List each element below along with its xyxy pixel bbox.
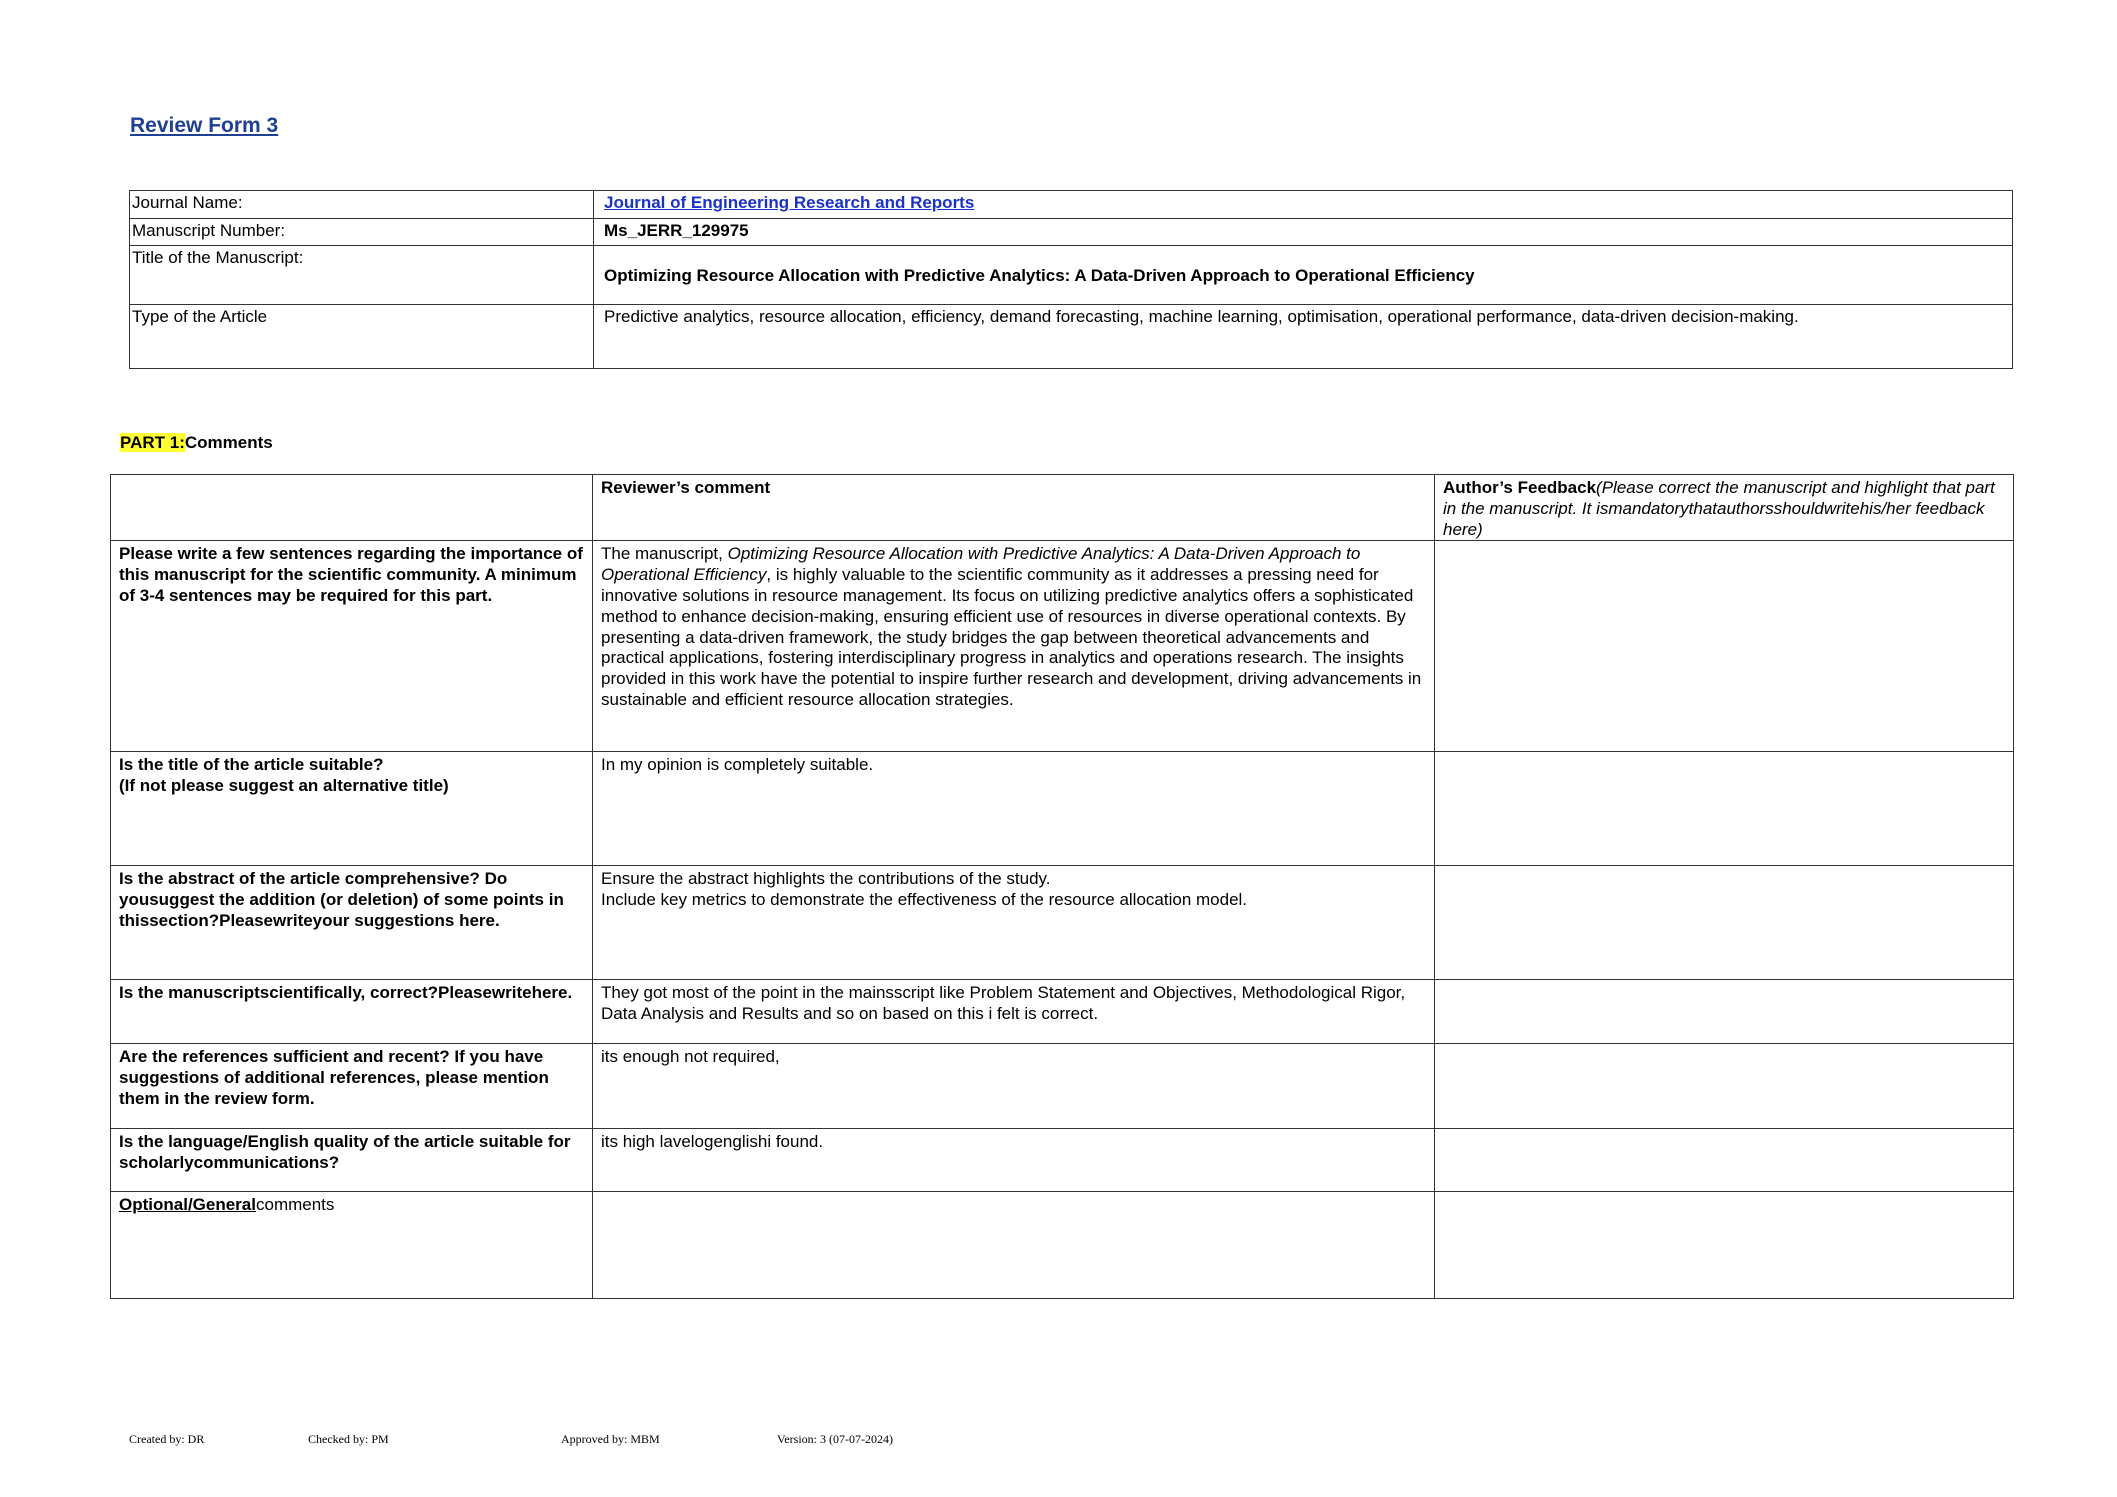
- footer-created: Created by: DR: [129, 1432, 205, 1446]
- feedback-importance[interactable]: [1435, 541, 2014, 752]
- question-language: Is the language/English quality of the article suitable for scholarlycommunications?: [111, 1129, 593, 1192]
- form-title: Review Form 3: [130, 114, 279, 137]
- comment-title-suitable[interactable]: In my opinion is completely suitable.: [593, 752, 1435, 866]
- article-type-value: Predictive analytics, resource allocation, efficiency, demand forecasting, machine learning, optimisation, operational performance, data-driven decision-making.: [594, 305, 2013, 369]
- table-row: [111, 541, 2014, 752]
- manuscript-info-table: [129, 190, 2013, 369]
- manuscript-title-label: Title of the Manuscript:: [130, 246, 594, 305]
- feedback-references[interactable]: [1435, 1044, 2014, 1129]
- question-abstract: Is the abstract of the article comprehensive? Do yousuggest the addition (or deletion) of some points in thissection?Pleasewriteyour suggestions here.: [111, 866, 593, 980]
- author-feedback-header-instructions: (Please correct the manuscript and highlight that part in the manuscript. It ismandatorythatauthorsshouldwritehis/her feedback here): [1443, 478, 1995, 539]
- comments-header-row: [111, 475, 2014, 541]
- comment-importance-rest: , is highly valuable to the scientific community as it addresses a pressing need for innovative solutions in resource management. Its focus on utilizing predictive analytics offers a sophisticated method to enhance decision-making, ensuring efficient use of resources in diverse operational contexts. By presenting a data-driven framework, the study bridges the gap between theoretical advancements and practical applications, fostering interdisciplinary progress in analytics and operations research. The insights provided in this work have the potential to inspire further research and development, driving advancements in sustainable and efficient resource allocation strategies.: [601, 565, 1422, 709]
- comment-abstract-line1: Ensure the abstract highlights the contributions of the study.: [601, 869, 1051, 889]
- author-feedback-header-title: Author’s Feedback: [1443, 478, 1597, 497]
- table-row: [111, 866, 2014, 980]
- comment-abstract-line2: Include key metrics to demonstrate the effectiveness of the resource allocation model.: [601, 890, 1248, 910]
- manuscript-number-value: Ms_JERR_129975: [594, 219, 2013, 246]
- article-type-label: Type of the Article: [130, 305, 594, 369]
- question-title-line2: (If not please suggest an alternative title): [119, 776, 449, 796]
- comment-importance-prefix: The manuscript,: [601, 544, 728, 564]
- question-optional-underlined: Optional/General: [119, 1195, 256, 1215]
- footer-version: Version: 3 (07-07-2024): [777, 1432, 893, 1446]
- question-title-line1: Is the title of the article suitable?: [119, 755, 384, 775]
- comment-abstract[interactable]: [593, 866, 1435, 980]
- part1-heading: [120, 433, 273, 453]
- feedback-language[interactable]: [1435, 1129, 2014, 1192]
- comment-importance-title: Optimizing Resource Allocation with Predictive Analytics: A Data-Driven Approach to Operational Efficiency: [601, 544, 1361, 585]
- feedback-optional[interactable]: [1435, 1192, 2014, 1299]
- question-importance: Please write a few sentences regarding the importance of this manuscript for the scientific community. A minimum of 3-4 sentences may be required for this part.: [111, 541, 593, 752]
- comment-references[interactable]: its enough not required,: [593, 1044, 1435, 1129]
- comments-table: [110, 474, 2014, 1299]
- header-blank-cell: [111, 475, 593, 541]
- table-row: [111, 980, 2014, 1044]
- journal-row: [130, 191, 2013, 219]
- footer-approved: Approved by: MBM: [561, 1432, 660, 1446]
- table-row: [111, 1044, 2014, 1129]
- reviewer-comment-header: Reviewer’s comment: [593, 475, 1435, 541]
- feedback-scientific[interactable]: [1435, 980, 2014, 1044]
- journal-name-label: Journal Name:: [130, 191, 594, 219]
- manuscript-number-label: Manuscript Number:: [130, 219, 594, 246]
- part1-heading-rest: Comments: [184, 433, 273, 452]
- manuscript-title-value: Optimizing Resource Allocation with Predictive Analytics: A Data-Driven Approach to Operational Efficiency: [594, 246, 2013, 305]
- comment-scientific[interactable]: They got most of the point in the mainsscript like Problem Statement and Objectives, Methodological Rigor, Data Analysis and Results and so on based on this i felt is correct.: [593, 980, 1435, 1044]
- manuscript-title-row: [130, 246, 2013, 305]
- feedback-title-suitable[interactable]: [1435, 752, 2014, 866]
- feedback-abstract[interactable]: [1435, 866, 2014, 980]
- question-title-suitable: [111, 752, 593, 866]
- question-optional-rest: comments: [255, 1195, 335, 1215]
- author-feedback-header: [1435, 475, 2014, 541]
- table-row: [111, 752, 2014, 866]
- table-row: [111, 1129, 2014, 1192]
- comment-optional[interactable]: [593, 1192, 1435, 1299]
- question-optional: [111, 1192, 593, 1299]
- table-row: [111, 1192, 2014, 1299]
- comment-importance[interactable]: [593, 541, 1435, 752]
- manuscript-number-row: [130, 219, 2013, 246]
- question-references: Are the references sufficient and recent? If you have suggestions of additional references, please mention them in the review form.: [111, 1044, 593, 1129]
- question-scientific: Is the manuscriptscientifically, correct?Pleasewritehere.: [111, 980, 593, 1044]
- part1-highlight: PART 1:: [120, 433, 185, 452]
- journal-name-link[interactable]: Journal of Engineering Research and Reports: [604, 193, 975, 212]
- footer-checked: Checked by: PM: [308, 1432, 389, 1446]
- comment-language[interactable]: its high lavelogenglishi found.: [593, 1129, 1435, 1192]
- article-type-row: [130, 305, 2013, 369]
